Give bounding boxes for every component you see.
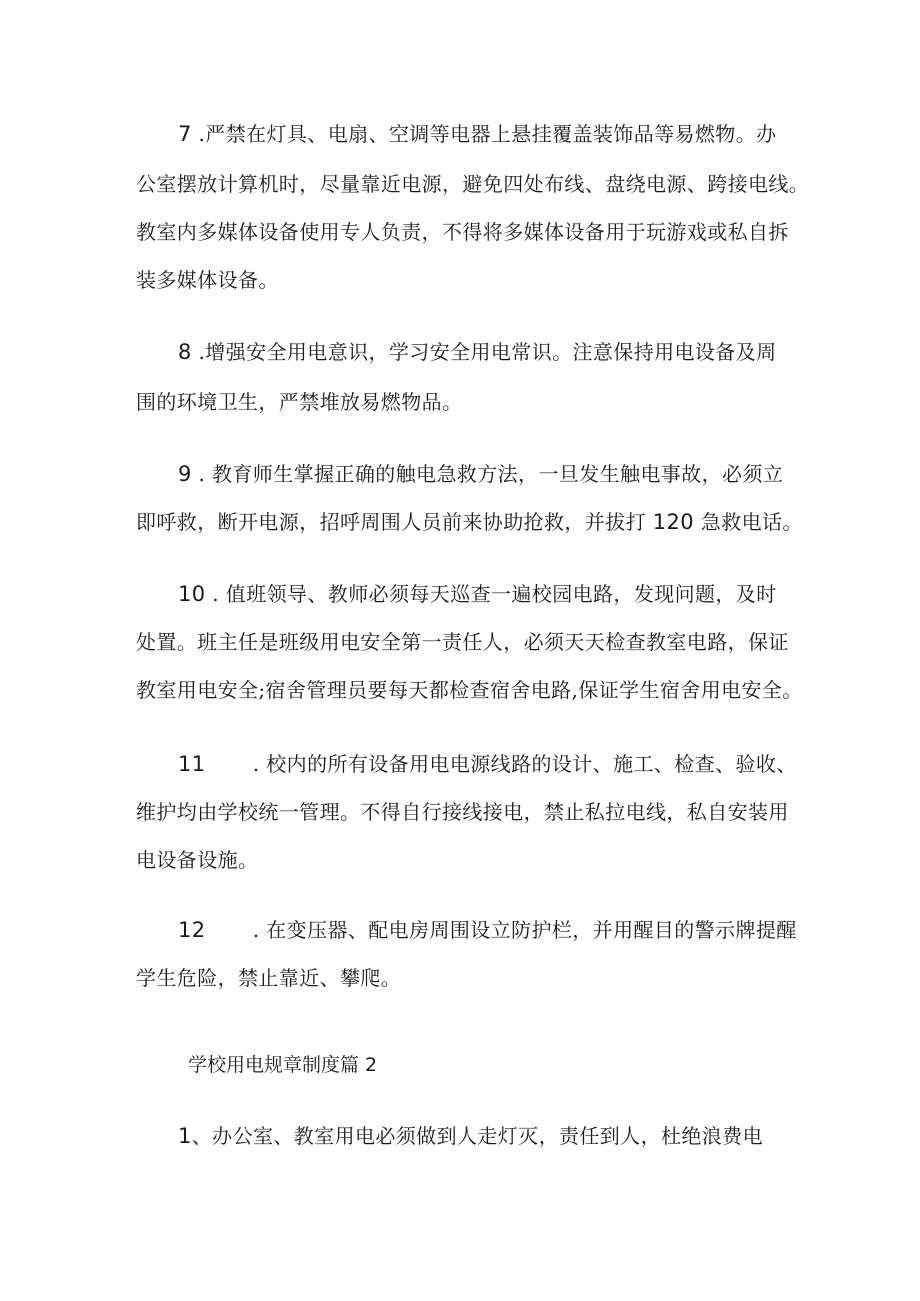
item-9-phone-number: 120: [652, 510, 695, 534]
item-8-text-1: .增强安全用电意识，学习安全用电常识。注意保持用电设备及周: [198, 340, 777, 364]
item-7-number: 7: [178, 122, 192, 146]
item-10-number: 10: [178, 582, 206, 606]
item-12-line-2: 学生危险，禁止靠近、攀爬。: [136, 966, 402, 990]
item-8-line-2: 围的环境卫生，严禁堆放易燃物品。: [136, 390, 463, 414]
item-9-text-2b: 急救电话。: [700, 510, 803, 534]
item-9-text-2a: 即呼救，断开电源，招呼周围人员前来协助抢救，并拔打: [136, 510, 646, 534]
item-8-line-1: [178, 338, 777, 366]
item-12-number: 12: [178, 918, 206, 942]
item-7-line-3: 教室内多媒体设备使用专人负责，不得将多媒体设备用于玩游戏或私自拆: [136, 220, 789, 244]
item-10-text-1: . 值班领导、教师必须每天巡查一遍校园电路，发现问题，及时: [212, 582, 777, 606]
item-7-line-1: [178, 120, 777, 148]
item-10-line-1: [178, 580, 777, 608]
item-7-text-1: .严禁在灯具、电扇、空调等电器上悬挂覆盖装饰品等易燃物。办: [198, 122, 777, 146]
item-10-line-3: 教室用电安全;宿舍管理员要每天都检查宿舍电路,保证学生宿舍用电安全。: [136, 678, 803, 702]
part-2-item-1-text-1: 、办公室、教室用电必须做到人走灯灭，责任到人，杜绝浪费电: [191, 1124, 763, 1148]
item-12-line-1: [178, 916, 797, 944]
section-2-heading: 学校用电规章制度篇 2: [188, 1054, 378, 1076]
item-7-line-2: 公室摆放计算机时，尽量靠近电源，避免四处布线、盘绕电源、跨接电线。: [136, 172, 810, 196]
part-2-item-1-line-1: [178, 1122, 763, 1150]
item-9-number: 9: [178, 462, 192, 486]
item-9-line-2: [136, 508, 803, 536]
item-11-text-1: . 校内的所有设备用电电源线路的设计、施工、检查、验收、: [252, 752, 797, 776]
item-9-line-1: [178, 460, 783, 488]
item-11-number: 11: [178, 752, 206, 776]
item-11-line-1: [178, 750, 797, 778]
item-11-line-2: 维护均由学校统一管理。不得自行接线接电，禁止私拉电线，私自安装用: [136, 800, 789, 824]
item-9-text-1: . 教育师生掌握正确的触电急救方法，一旦发生触电事故，必须立: [198, 462, 784, 486]
item-11-line-3: 电设备设施。: [136, 848, 259, 872]
item-12-text-1: . 在变压器、配电房周围设立防护栏，并用醒目的警示牌提醒: [252, 918, 797, 942]
item-8-number: 8: [178, 340, 192, 364]
item-10-line-2: 处置。班主任是班级用电安全第一责任人，必须天天检查教室电路，保证: [136, 630, 789, 654]
part-2-item-1-number: 1: [178, 1124, 192, 1148]
item-7-line-4: 装多媒体设备。: [136, 268, 279, 292]
